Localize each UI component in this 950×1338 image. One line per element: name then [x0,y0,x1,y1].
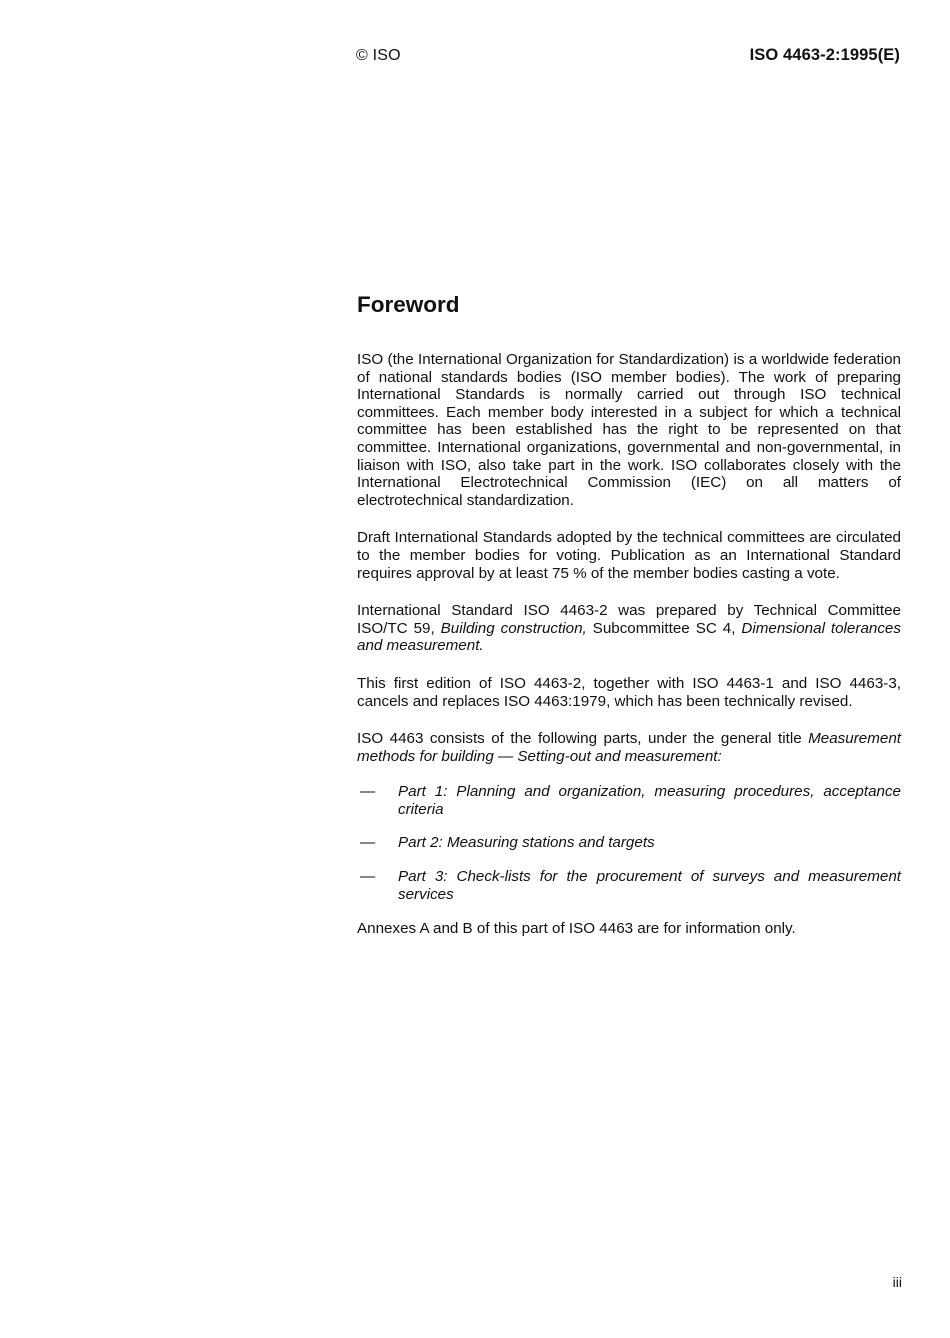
header-copyright: © ISO [356,47,401,64]
list-dash: — [360,834,376,852]
foreword-section [357,292,901,958]
paragraph-prepared-by [357,602,901,655]
list-item [357,868,901,903]
list-item [357,783,901,818]
prepared-by-text: International Standard ISO 4463-2 was prepared by Technical Committee ISO/TC 59, [357,602,901,637]
parts-list [357,783,901,903]
committee-title: Building construction, [440,619,587,637]
subcommittee-text: Subcommittee SC 4, [586,619,742,637]
paragraph-annexes: Annexes A and B of this part of ISO 4463 are for information only. [357,920,796,938]
paragraph-edition: This first edition of ISO 4463-2, together with ISO 4463-1 and ISO 4463-3, cancels and replaces ISO 4463:1979, which has been technically revised. [357,674,901,710]
general-title: Measurement methods for building — Setting-out and measurement: [357,730,901,765]
part-1-label: Part 1: Planning and organization, measuring procedures, acceptance criteria [398,783,901,818]
part-3-label: Part 3: Check-lists for the procurement of surveys and measurement services [398,868,901,903]
subcommittee-title: Dimensional tolerances and measurement. [357,619,901,655]
paragraph-parts-intro [357,730,901,765]
paragraph-iso-intro: ISO (the International Organization for Standardization) is a worldwide federation of national standards bodies (ISO member bodies). The work of preparing International Standards is normally carried out through ISO technical committees. Each member body interested in a subject for which a technical committee has been established has the right to be represented on that committee. International organizations, governmental and non-governmental, in liaison with ISO, also take part in the work. ISO collaborates closely with the International Electrotechnical Commission (IEC) on all matters of electrotechnical standardization. [357,351,901,509]
page-title: Foreword [357,292,460,317]
parts-intro-text: ISO 4463 consists of the following parts, under the general title [357,730,809,748]
list-dash: — [360,868,376,886]
list-item [357,834,901,852]
list-dash: — [360,783,376,801]
paragraph-draft-standards: Draft International Standards adopted by the technical committees are circulated to the member bodies for voting. Publication as an International Standard requires approval by at least 75 % of the member bodies casting a vote. [357,529,901,582]
header-document-id: ISO 4463-2:1995(E) [749,46,900,64]
page-number: iii [892,1274,902,1290]
part-2-label: Part 2: Measuring stations and targets [398,834,655,852]
